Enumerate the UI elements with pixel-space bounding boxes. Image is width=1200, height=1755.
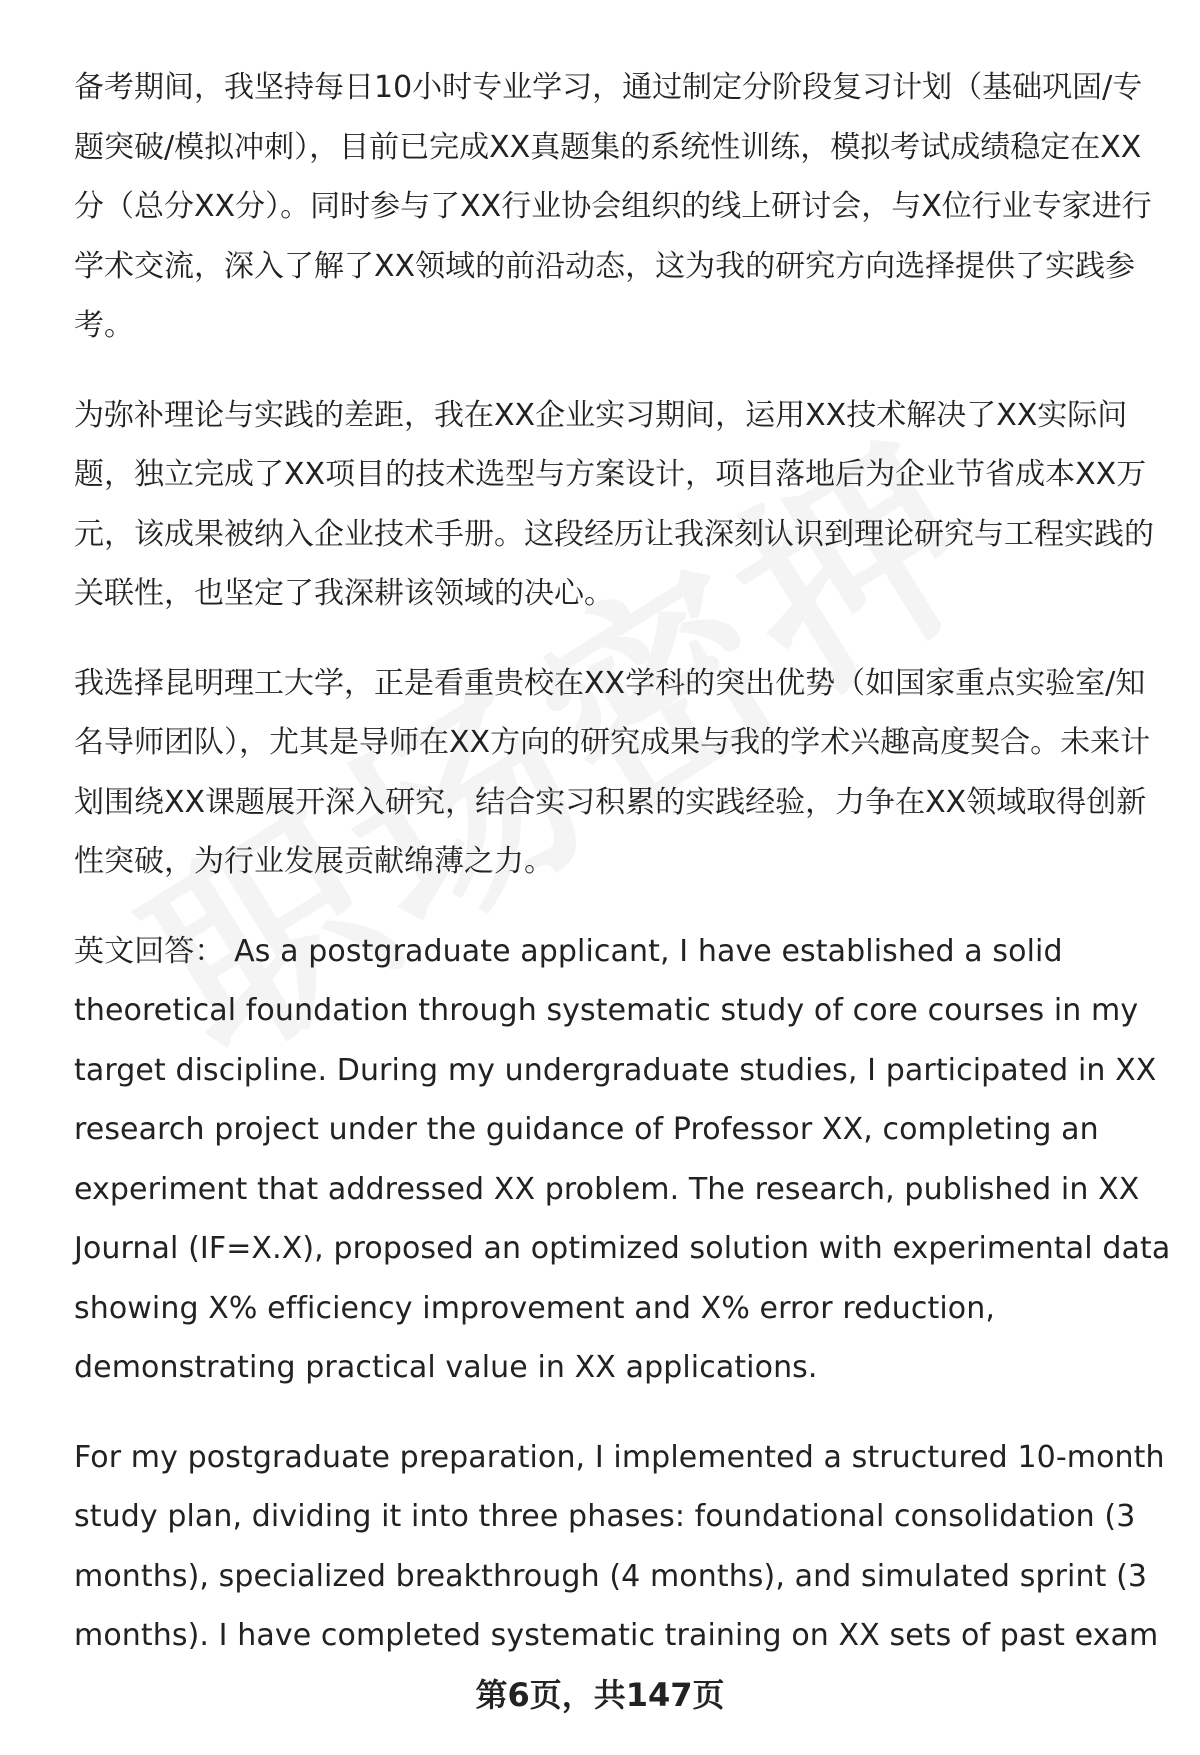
text-line: Journal (IF=X.X), proposed an optimized solution with experimental data bbox=[74, 1231, 1171, 1266]
text-line: For my postgraduate preparation, I implemented a structured 10-month bbox=[74, 1439, 1165, 1475]
paragraph-english-answer bbox=[74, 922, 1171, 1398]
document-body bbox=[74, 58, 1171, 1696]
text-line: experiment that addressed XX problem. The research, published in XX bbox=[74, 1171, 1140, 1207]
text-line: research project under the guidance of Professor XX, completing an bbox=[74, 1112, 1099, 1147]
text-line: target discipline. During my undergraduate studies, I participated in XX bbox=[74, 1052, 1157, 1088]
text-line: 题突破/模拟冲刺），目前已完成XX真题集的系统性训练，模拟考试成绩稳定在XX bbox=[74, 129, 1142, 165]
text-line: showing X% efficiency improvement and X% error reduction, bbox=[74, 1290, 996, 1326]
text-line: 题，独立完成了XX项目的技术选型与方案设计，项目落地后为企业节省成本XX万 bbox=[74, 457, 1147, 492]
text-line: 英文回答： As a postgraduate applicant, I have established a solid bbox=[74, 933, 1063, 969]
text-line: 学术交流，深入了解了XX领域的前沿动态，这为我的研究方向选择提供了实践参 bbox=[74, 248, 1136, 284]
page-number: 第6页，共147页 bbox=[475, 1676, 725, 1714]
text-line: 分（总分XX分）。同时参与了XX行业协会组织的线上研讨会，与X位行业专家进行 bbox=[74, 189, 1152, 224]
paragraph-study-plan bbox=[74, 58, 1154, 356]
text-line: months). I have completed systematic training on XX sets of past exam bbox=[74, 1618, 1159, 1653]
text-line: 元，该成果被纳入企业技术手册。这段经历让我深刻认识到理论研究与工程实践的 bbox=[74, 516, 1154, 552]
paragraph-english-preparation bbox=[74, 1428, 1165, 1666]
paragraph-internship bbox=[74, 386, 1154, 624]
text-line: 考。 bbox=[74, 308, 134, 343]
text-line: 备考期间，我坚持每日10小时专业学习，通过制定分阶段复习计划（基础巩固/专 bbox=[74, 70, 1143, 105]
text-line: 我选择昆明理工大学，正是看重贵校在XX学科的突出优势（如国家重点实验室/知 bbox=[74, 665, 1146, 701]
text-line: demonstrating practical value in XX applications. bbox=[74, 1350, 818, 1385]
text-line: 名导师团队），尤其是导师在XX方向的研究成果与我的学术兴趣高度契合。未来计 bbox=[74, 725, 1151, 760]
text-line: 性突破，为行业发展贡献绵薄之力。 bbox=[74, 844, 554, 879]
paragraph-school-choice bbox=[74, 654, 1154, 892]
text-line: study plan, dividing it into three phases: foundational consolidation (3 bbox=[74, 1499, 1136, 1534]
text-line: 为弥补理论与实践的差距，我在XX企业实习期间，运用XX技术解决了XX实际问 bbox=[74, 397, 1128, 433]
text-line: 划围绕XX课题展开深入研究，结合实习积累的实践经验，力争在XX领域取得创新 bbox=[74, 784, 1147, 820]
text-line: months), specialized breakthrough (4 months), and simulated sprint (3 bbox=[74, 1558, 1148, 1594]
text-line: 关联性，也坚定了我深耕该领域的决心。 bbox=[74, 576, 614, 611]
text-line: theoretical foundation through systematic study of core courses in my bbox=[74, 993, 1139, 1028]
